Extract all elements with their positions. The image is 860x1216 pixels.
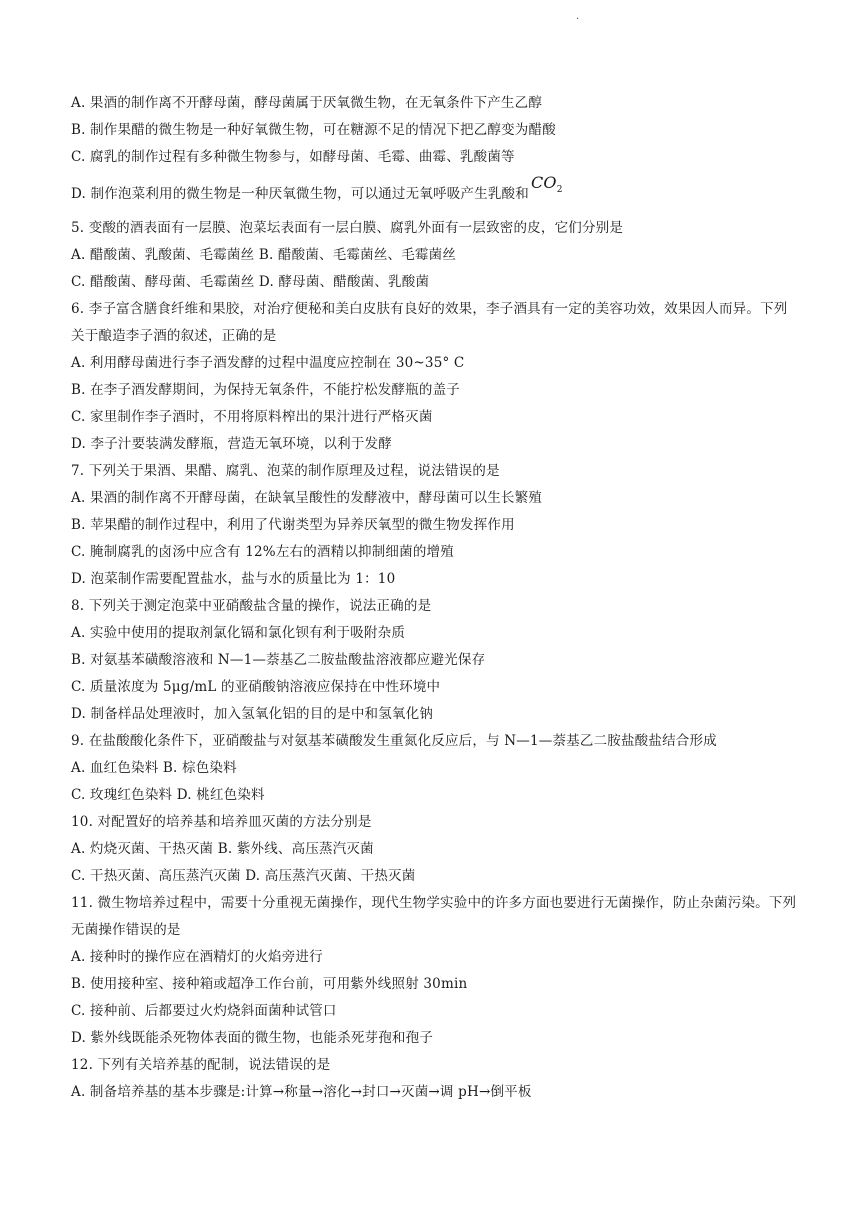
co2-formula [530, 173, 563, 196]
document-body [71, 90, 801, 1106]
option-line: A. 制备培养基的基本步骤是:计算→称量→溶化→封口→灭菌→调 pH→倒平板 [71, 1084, 532, 1100]
option-line: B. 制作果醋的微生物是一种好氧微生物，可在糖源不足的情况下把乙醇变为醋酸 [71, 122, 556, 138]
option-line: A. 利用酵母菌进行李子酒发酵的过程中温度应控制在 30~35° C [71, 355, 465, 371]
option-line: A. 接种时的操作应在酒精灯的火焰旁进行 [71, 949, 323, 965]
question-8: 8. 下列关于测定泡菜中亚硝酸盐含量的操作，说法正确的是 [71, 598, 432, 614]
option-line: C. 醋酸菌、酵母菌、毛霉菌丝 D. 酵母菌、醋酸菌、乳酸菌 [71, 274, 430, 290]
option-line: D. 泡菜制作需要配置盐水，盐与水的质量比为 1：10 [71, 571, 396, 587]
option-line: C. 接种前、后都要过火灼烧斜面菌种试管口 [71, 1003, 337, 1019]
option-line: B. 在李子酒发酵期间，为保持无氧条件，不能拧松发酵瓶的盖子 [71, 382, 461, 398]
option-line-with-formula [71, 171, 801, 215]
question-10: 10. 对配置好的培养基和培养皿灭菌的方法分别是 [71, 814, 372, 830]
option-line: A. 醋酸菌、乳酸菌、毛霉菌丝 B. 醋酸菌、毛霉菌丝、毛霉菌丝 [71, 247, 457, 263]
header-mark: · [576, 14, 580, 25]
question-11: 11. 微生物培养过程中，需要十分重视无菌操作，现代生物学实验中的许多方面也要进行无菌操作，防止杂菌污染。下列无菌操作错误的是 [71, 895, 797, 938]
option-line: C. 腌制腐乳的卤汤中应含有 12%左右的酒精以抑制细菌的增殖 [71, 544, 454, 560]
option-line: A. 血红色染料 B. 棕色染料 [71, 760, 237, 776]
option-line: B. 苹果醋的制作过程中，利用了代谢类型为异养厌氧型的微生物发挥作用 [71, 517, 515, 533]
option-line: C. 玫瑰红色染料 D. 桃红色染料 [71, 787, 265, 803]
question-6: 6. 李子富含膳食纤维和果胶，对治疗便秘和美白皮肤有良好的效果，李子酒具有一定的美容功效，效果因人而异。下列关于酿造李子酒的叙述，正确的是 [71, 301, 788, 344]
option-line: A. 果酒的制作离不开酵母菌，在缺氧呈酸性的发酵液中，酵母菌可以生长繁殖 [71, 490, 543, 506]
option-line: A. 实验中使用的提取剂氯化镉和氯化钡有利于吸附杂质 [71, 625, 406, 641]
option-line: C. 家里制作李子酒时，不用将原料榨出的果汁进行严格灭菌 [71, 409, 433, 425]
formula-subscript: 2 [556, 185, 563, 196]
question-5: 5. 变酸的酒表面有一层膜、泡菜坛表面有一层白膜、腐乳外面有一层致密的皮，它们分别是 [71, 220, 624, 236]
option-text: D. 制作泡菜利用的微生物是一种厌氧微生物，可以通过无氧呼吸产生乳酸和 [71, 186, 529, 202]
option-line: C. 腐乳的制作过程有多种微生物参与，如酵母菌、毛霉、曲霉、乳酸菌等 [71, 149, 515, 165]
question-9: 9. 在盐酸酸化条件下，亚硝酸盐与对氨基苯磺酸发生重氮化反应后，与 N—1—萘基乙二胺盐酸盐结合形成 [71, 733, 717, 749]
option-line: D. 紫外线既能杀死物体表面的微生物，也能杀死芽孢和孢子 [71, 1030, 434, 1046]
option-line: B. 对氨基苯磺酸溶液和 N—1—萘基乙二胺盐酸盐溶液都应避光保存 [71, 652, 486, 668]
option-line: D. 李子汁要装满发酵瓶，营造无氧环境，以利于发酵 [71, 436, 392, 452]
question-7: 7. 下列关于果酒、果醋、腐乳、泡菜的制作原理及过程，说法错误的是 [71, 463, 500, 479]
option-line: C. 质量浓度为 5μg/mL 的亚硝酸钠溶液应保持在中性环境中 [71, 679, 441, 695]
option-line: A. 灼烧灭菌、干热灭菌 B. 紫外线、高压蒸汽灭菌 [71, 841, 374, 857]
option-line: B. 使用接种室、接种箱或超净工作台前，可用紫外线照射 30min [71, 976, 468, 992]
option-line: C. 干热灭菌、高压蒸汽灭菌 D. 高压蒸汽灭菌、干热灭菌 [71, 868, 416, 884]
question-12: 12. 下列有关培养基的配制，说法错误的是 [71, 1057, 331, 1073]
formula-text: CO [530, 173, 557, 192]
option-line: D. 制备样品处理液时，加入氢氧化铝的目的是中和氢氧化钠 [71, 706, 434, 722]
option-line: A. 果酒的制作离不开酵母菌，酵母菌属于厌氧微生物，在无氧条件下产生乙醇 [71, 95, 543, 111]
